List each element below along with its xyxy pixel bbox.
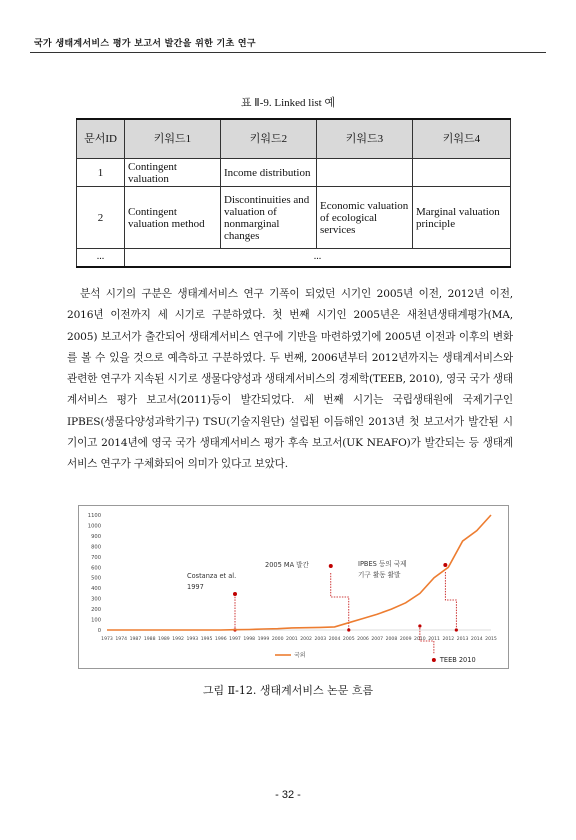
x-tick-label: 2002	[300, 637, 312, 642]
table-cell: ...	[77, 249, 125, 267]
y-tick-label: 500	[91, 575, 101, 582]
col-header-keyword2: 키워드2	[221, 119, 317, 159]
table-cell: Contingent valuation method	[125, 187, 221, 249]
annotation-label: IPBES 등의 국제	[358, 560, 407, 568]
annotation-point	[443, 563, 447, 567]
x-tick-label: 2009	[399, 637, 412, 642]
table-row	[77, 159, 511, 187]
annotation-leader	[445, 572, 456, 630]
x-tick-label: 1995	[200, 637, 213, 642]
x-tick-label: 1989	[158, 637, 170, 642]
col-header-keyword1: 키워드1	[125, 119, 221, 159]
figure-caption: 그림 Ⅱ-12. 생태계서비스 논문 흐름	[202, 684, 374, 697]
table-row	[77, 249, 511, 267]
y-tick-label: 800	[91, 544, 101, 551]
table-cell: Contingent valuation	[125, 159, 221, 187]
y-tick-label: 400	[91, 586, 101, 593]
table-cell: Economic valuation of ecological services	[317, 187, 413, 249]
x-tick-label: 1992	[172, 637, 184, 642]
y-tick-label: 0	[97, 628, 101, 634]
annotation-point	[418, 624, 421, 627]
y-tick-label: 200	[91, 607, 101, 614]
table-cell: Marginal valuation principle	[413, 187, 511, 249]
annotation-point	[455, 628, 458, 631]
legend-label: 국외	[294, 652, 306, 659]
col-header-docid: 문서ID	[77, 119, 125, 159]
annotation-label: TEEB 2010	[439, 656, 476, 664]
x-tick-label: 1973	[101, 637, 113, 642]
x-tick-label: 1993	[186, 637, 199, 642]
series-line	[107, 515, 491, 630]
annotation-label: 1997	[187, 583, 204, 591]
annotation-point	[233, 592, 237, 596]
table-cell	[413, 159, 511, 187]
running-header: 국가 생태계서비스 평가 보고서 발간을 위한 기초 연구	[34, 39, 256, 49]
y-tick-label: 300	[91, 596, 101, 603]
x-tick-label: 1997	[229, 637, 241, 642]
x-tick-label: 2012	[442, 637, 455, 642]
linked-list-table	[76, 118, 511, 268]
x-tick-label: 1988	[143, 637, 156, 642]
annotation-point	[432, 658, 436, 662]
annotation-label: Costanza et al.	[187, 572, 237, 580]
table-cell: Discontinuities and valuation of nonmarginal changes	[221, 187, 317, 249]
x-tick-label: 1996	[214, 637, 227, 642]
x-tick-label: 2011	[428, 637, 440, 642]
x-tick-label: 1987	[129, 637, 142, 642]
col-header-keyword4: 키워드4	[413, 119, 511, 159]
paper-trend-chart	[78, 505, 509, 669]
table-caption: 표 Ⅱ-9. Linked list 예	[240, 97, 336, 109]
chart-svg	[79, 506, 508, 668]
y-tick-label: 900	[91, 533, 101, 540]
y-tick-label: 100	[91, 617, 101, 624]
x-tick-label: 2010	[414, 637, 426, 642]
x-tick-label: 2013	[456, 637, 469, 642]
annotation-label: 기구 활동 활발	[358, 571, 401, 579]
y-tick-label: 1000	[87, 523, 101, 530]
table-cell	[317, 159, 413, 187]
x-tick-label: 2004	[328, 637, 341, 642]
y-tick-label: 600	[91, 565, 101, 572]
x-tick-label: 2005	[342, 637, 355, 642]
x-tick-label: 1998	[243, 637, 256, 642]
x-tick-label: 2008	[385, 637, 398, 642]
x-tick-label: 1974	[115, 637, 128, 642]
x-tick-label: 1999	[257, 637, 270, 642]
x-tick-label: 2001	[286, 637, 298, 642]
x-tick-label: 2015	[485, 637, 497, 642]
y-tick-label: 700	[91, 554, 101, 561]
annotation-point	[329, 564, 333, 568]
x-tick-label: 2007	[371, 637, 384, 642]
page-number: - 32 -	[275, 789, 301, 801]
table-cell: 1	[77, 159, 125, 187]
annotation-leader	[331, 573, 349, 630]
annotation-point	[347, 628, 350, 631]
table-cell: ...	[125, 249, 511, 267]
col-header-keyword3: 키워드3	[317, 119, 413, 159]
y-tick-label: 1100	[87, 513, 101, 519]
x-tick-label: 2003	[314, 637, 327, 642]
body-paragraph: 분석 시기의 구분은 생태계서비스 연구 기폭이 되었던 시기인 2005년 이전, 2012년 이전, 2016년 이전까지 세 시기로 구분하였다. 첫 번째 시기인 2005년은 새천년생태계평가(MA, 2005) 보고서가 출간되어 생태계서비스 연구에 기반을 마련하였기에 2005년 이전과 이후의 변화를 볼 수 있을 것으로 예측하고 구분하였다. 두 번째, 2006년부터 2012년까지는 생태계서비스와 관련한 연구가 지속된 시기로 생물다양성과 생태계서비스의 경제학(TEEB, 2010), 영국 국가 생태계서비스 평가 보고서(2011)등이 발간되었다. 세 번째 시기는 국립생태원에 국제기구인 IPBES(생물다양성과학기구) TSU(기술지원단) 설립된 이듬해인 2013년 첫 보고서가 발간된 시기이고 2014년에 영국 국가 생태계서비스 평가 후속 보고서(UK NEAFO)가 발간되는 등 생태계서비스 연구가 구체화되어 의미가 있다고 보았다.	[67, 288, 513, 471]
x-tick-label: 2014	[470, 637, 483, 642]
table-header-row	[77, 119, 511, 159]
header-rule	[30, 52, 546, 53]
x-tick-label: 2006	[357, 637, 369, 642]
table-row	[77, 187, 511, 249]
annotation-label: 2005 MA 발간	[265, 561, 309, 569]
x-tick-label: 2000	[271, 637, 284, 642]
table-cell: Income distribution	[221, 159, 317, 187]
table-cell: 2	[77, 187, 125, 249]
